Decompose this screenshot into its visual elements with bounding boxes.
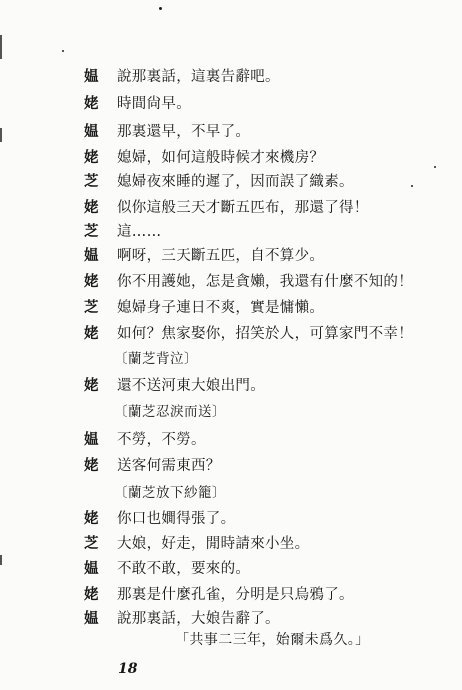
- ink-speck: [159, 7, 162, 10]
- line-text: 媳婦夜來睡的遲了，因而誤了織素。: [117, 173, 354, 190]
- line-text: 似你這般三天才斷五匹布，那還了得！: [117, 199, 369, 216]
- scan-edge-mark: [0, 555, 2, 565]
- line-text: 媳婦，如何這般時候才來機房？: [117, 149, 325, 166]
- ink-speck: [411, 185, 413, 187]
- line-text: 啊呀，三天斷五匹，自不算少。: [117, 247, 325, 264]
- line-text: 還不送河東大娘出門。: [117, 377, 265, 394]
- scan-edge-mark: [0, 128, 2, 142]
- line-text: 那裏是什麼孔雀，分明是只烏鴉了。: [117, 586, 354, 603]
- speaker-label: 芝: [84, 534, 99, 552]
- line-text: 送客何需東西？: [117, 457, 221, 474]
- speaker-label: 媪: [84, 430, 99, 448]
- scan-edge-mark: [0, 35, 2, 59]
- speaker-label: 姥: [84, 456, 99, 474]
- line-text: 時間尙早。: [117, 95, 191, 112]
- line-text: 說那裏話，大娘告辭了。: [117, 610, 280, 627]
- speaker-label: 媪: [84, 122, 99, 140]
- speaker-label: 姥: [84, 94, 99, 112]
- stage-direction-text: 〔蘭芝忍淚而送〕: [114, 404, 226, 420]
- speaker-label: 姥: [84, 324, 99, 342]
- speaker-label: 姥: [84, 509, 99, 527]
- stage-direction-text: 〔蘭芝背泣〕: [114, 351, 198, 367]
- line-text: 媳婦身子連日不爽，實是慵懶。: [117, 299, 325, 316]
- line-text: 如何？焦家娶你，招笑於人，可算家門不幸！: [117, 325, 413, 342]
- ink-speck: [62, 50, 64, 52]
- speaker-label: 媪: [84, 67, 99, 85]
- line-text: 你不用護她，怎是貪嬾，我還有什麼不知的！: [117, 273, 413, 290]
- speaker-label: 姥: [84, 272, 99, 290]
- speaker-label: 媪: [84, 246, 99, 264]
- line-text: 你口也嫺得張了。: [117, 510, 236, 527]
- page-number: 18: [118, 661, 138, 677]
- speaker-label: 姥: [84, 198, 99, 216]
- closing-verse: 「共事二三年，始爾未爲久。」: [175, 632, 370, 648]
- ink-speck: [434, 166, 436, 168]
- speaker-label: 媪: [84, 559, 99, 577]
- speaker-label: 姥: [84, 585, 99, 603]
- speaker-label: 芝: [84, 298, 99, 316]
- speaker-label: 芝: [84, 222, 99, 240]
- line-text: 說那裏話，這裏告辭吧。: [117, 68, 280, 85]
- speaker-label: 媪: [84, 609, 99, 627]
- stage-direction-text: 〔蘭芝放下紗籠〕: [114, 485, 226, 501]
- line-text: 這……: [117, 223, 162, 240]
- speaker-label: 芝: [84, 172, 99, 190]
- speaker-label: 姥: [84, 376, 99, 394]
- line-text: 不勞，不勞。: [117, 431, 206, 448]
- line-text: 大娘，好走，閒時請來小坐。: [117, 535, 310, 552]
- line-text: 那裏還早，不早了。: [117, 123, 251, 140]
- line-text: 不敢不敢，要來的。: [117, 560, 251, 577]
- speaker-label: 姥: [84, 148, 99, 166]
